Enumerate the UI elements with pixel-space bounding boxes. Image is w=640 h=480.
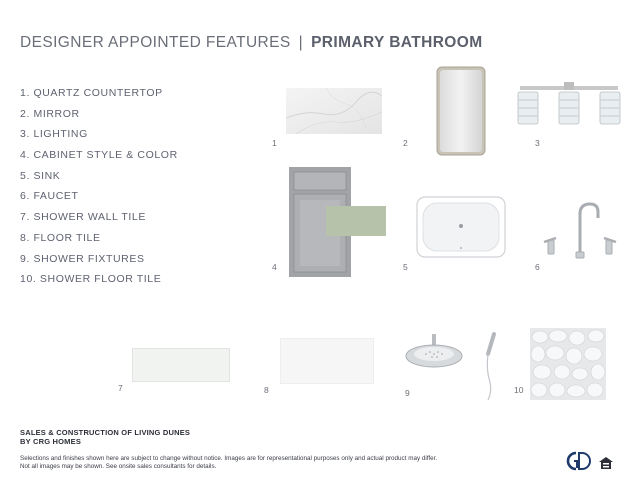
image-number-5: 5 — [403, 262, 408, 272]
builder-line-2: BY CRG HOMES — [20, 437, 82, 446]
undermount-sink-image — [416, 196, 506, 258]
feature-item: 9. SHOWER FIXTURES — [20, 252, 145, 265]
image-number-9: 9 — [405, 388, 410, 398]
image-number-7: 7 — [118, 383, 123, 393]
feature-item: 7. SHOWER WALL TILE — [20, 211, 146, 224]
feature-list — [20, 86, 178, 293]
feature-item: 1. QUARTZ COUNTERTOP — [20, 87, 163, 99]
feature-item: 4. CABINET STYLE & COLOR — [20, 149, 178, 162]
feature-item: 3. LIGHTING — [20, 128, 88, 141]
feature-item: 2. MIRROR — [20, 107, 80, 120]
image-number-4: 4 — [272, 262, 277, 272]
title-separator: | — [298, 34, 304, 51]
image-number-8: 8 — [264, 385, 269, 395]
vanity-light-image — [514, 82, 624, 128]
shower-wall-tile-image — [132, 348, 230, 382]
image-number-1: 1 — [272, 138, 277, 148]
quartz-countertop-image — [286, 88, 382, 134]
shower-floor-tile-image — [530, 328, 606, 400]
floor-tile-image — [280, 338, 374, 384]
mirror-image — [436, 66, 486, 156]
image-number-2: 2 — [403, 138, 408, 148]
cabinet-accent-swatch — [326, 206, 386, 236]
builder-credit — [20, 428, 190, 446]
image-number-10: 10 — [514, 385, 524, 395]
page-title — [20, 34, 483, 52]
disclaimer — [20, 455, 437, 471]
feature-item: 10. SHOWER FLOOR TILE — [20, 273, 162, 286]
image-number-3: 3 — [535, 138, 540, 148]
title-room: PRIMARY BATHROOM — [311, 34, 483, 51]
builder-line-1: SALES & CONSTRUCTION OF LIVING DUNES — [20, 428, 191, 437]
shower-fixtures-image — [402, 330, 506, 402]
disclaimer-line-2: Not all images may be shown. See onsite sales consultants for details. — [20, 463, 217, 470]
feature-item: 6. FAUCET — [20, 190, 79, 203]
disclaimer-line-1: Selections and finishes shown here are subject to change without notice. Images are for representational purposes only and actual product may differ. — [20, 455, 438, 462]
faucet-image — [542, 200, 618, 260]
feature-item: 8. FLOOR TILE — [20, 231, 101, 244]
equal-housing-icon — [598, 456, 614, 470]
feature-item: 5. SINK — [20, 169, 61, 182]
image-number-6: 6 — [535, 262, 540, 272]
title-main: DESIGNER APPOINTED FEATURES — [20, 34, 291, 51]
builder-logo-icon — [562, 450, 592, 472]
